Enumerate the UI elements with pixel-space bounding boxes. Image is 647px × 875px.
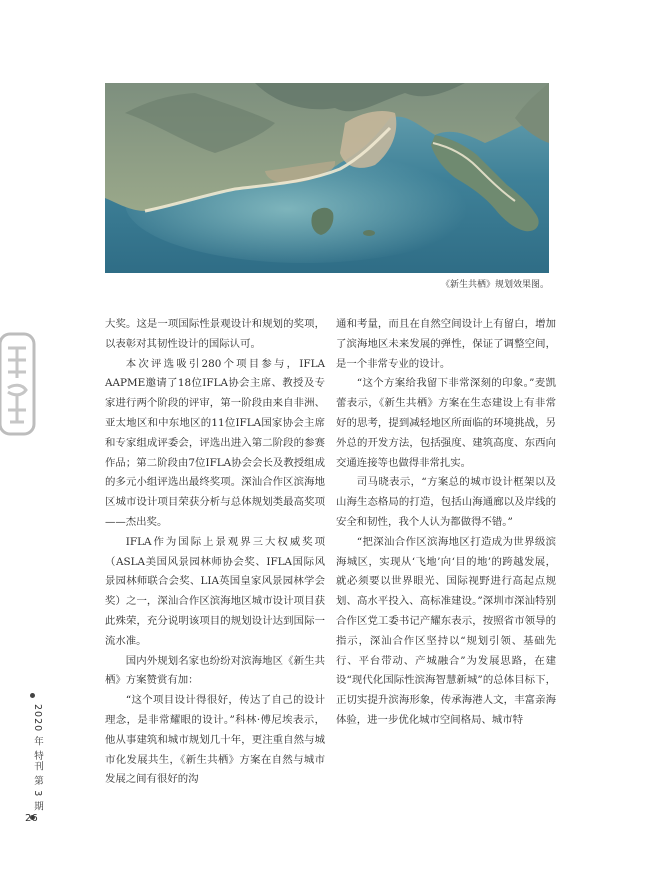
bullet-dot-icon — [30, 693, 35, 698]
article-column-left — [105, 315, 325, 790]
master-plan-rendering — [105, 83, 549, 273]
article-column-right — [336, 315, 556, 731]
paragraph: “把深汕合作区滨海地区打造成为世界级滨海城区，实现从‘飞地’向‘目的地’的跨越发展，就必须要以世界眼光、国际视野进行高起点规划、高水平投入、高标准建设。”深圳市深汕特别合作区党工委书记产耀东表示，按照省市领导的指示，深汕合作区坚持以“规划引领、基础先行、平台带动、产城融合”为发展思路，在建设“现代化国际性滨海智慧新城”的总体目标下，正切实提升滨海形象，传承海港人文，丰富亲海体验，进一步优化城市空间格局、城市特 — [336, 535, 556, 726]
coastline-aerial-image — [105, 83, 549, 273]
issue-sidebar — [30, 690, 44, 810]
paragraph: 本次评选吸引280个项目参与，IFLA AAPME邀请了18位IFLA协会主席、教授及专家进行两个阶段的评审，第一阶段由来自非洲、亚太地区和中东地区的11位IFLA国家协会主席和专家组成评委会，评选出进入第二阶段的参赛作品；第二阶段由7位IFLA协会会长及教授组成的多元小组评选出最终奖项。深汕合作区滨海地区城市设计项目荣获分析与总体规划类最高奖项——杰出奖。 — [105, 357, 325, 528]
paragraph: IFLA作为国际上景观界三大权威奖项（ASLA美国风景园林师协会奖、IFLA国际风景园林师联合会奖、LIA英国皇家风景园林学会奖）之一，深汕合作区滨海地区城市设计项目获此殊荣，充分说明该项目的规划设计达到国际一流水准。 — [105, 535, 325, 647]
figure-caption: 《新生共栖》规划效果图。 — [440, 280, 549, 290]
paragraph: “这个方案给我留下非常深刻的印象。”麦凯蕾表示，《新生共栖》方案在生态建设上有非常好的思考，提到减轻地区所面临的环境挑战，另外总的开发方法，包括强度、建筑高度、东西向交通连接等也做得非常扎实。 — [336, 377, 556, 469]
paragraph: 大奖。这是一项国际性景观设计和规划的奖项，以表彰对其韧性设计的国际认可。 — [105, 318, 325, 350]
paragraph: 通和考量，而且在自然空间设计上有留白，增加了滨海地区未来发展的弹性，保证了调整空间，是一个非常专业的设计。 — [336, 318, 556, 370]
paragraph: 国内外规划名家也纷纷对滨海地区《新生共栖》方案赞赏有加： — [105, 654, 325, 687]
decorative-seal-stamp — [0, 330, 40, 438]
issue-label: 2020 年 特刊 第 3 期 — [32, 704, 43, 812]
page-number: 26 — [25, 813, 38, 824]
paragraph: “这个项目设计得很好，传达了自己的设计理念，是非常耀眼的设计。”科林·傅尼埃表示，他从事建筑和城市规划几十年，更注重自然与城市化发展共生，《新生共栖》方案在自然与城市发展之间有很好的沟 — [105, 694, 325, 786]
paragraph: 司马晓表示，“方案总的城市设计框架以及山海生态格局的打造，包括山海通廊以及岸线的安全和韧性，我个人认为都做得不错。” — [336, 476, 556, 528]
